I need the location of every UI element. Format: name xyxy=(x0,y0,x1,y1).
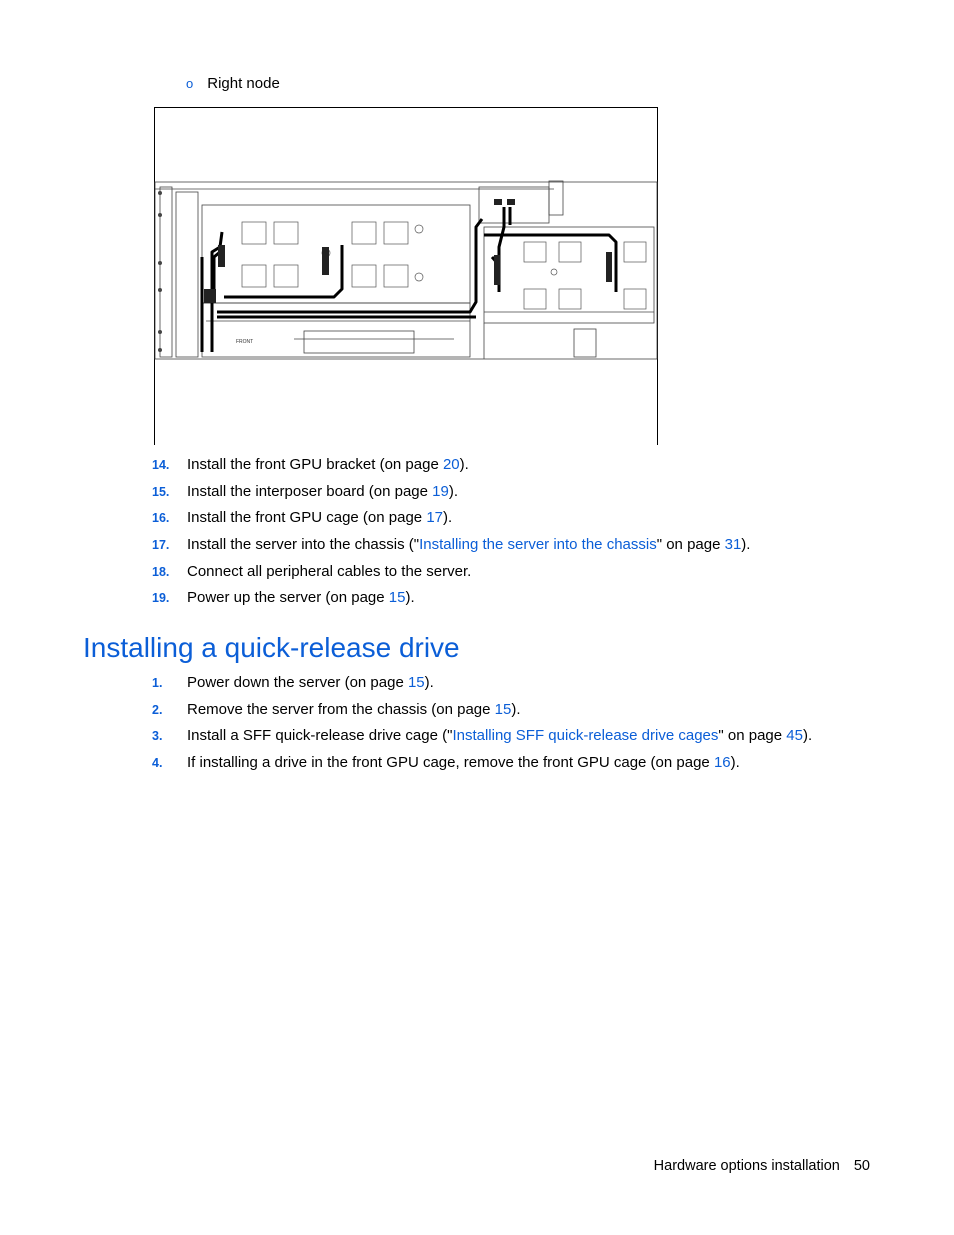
step-text-part: Connect all peripheral cables to the server. xyxy=(187,562,472,580)
step-text xyxy=(187,456,469,474)
step-text xyxy=(187,589,415,607)
step-number: 19. xyxy=(152,591,170,606)
step-number: 14. xyxy=(152,458,170,472)
section-heading: Installing a quick-release drive xyxy=(83,632,460,663)
page-reference-link[interactable]: Installing SFF quick-release drive cages xyxy=(452,727,719,745)
step-text-part: ). xyxy=(802,727,813,745)
step-number: 3. xyxy=(152,729,163,744)
bullet-marker: o xyxy=(186,76,194,91)
step-text-part: ). xyxy=(730,754,740,772)
step-text-part: ). xyxy=(405,589,415,607)
page-reference-link[interactable]: 19 xyxy=(432,482,449,500)
step-text-part: ). xyxy=(448,482,459,500)
step-text-part: ). xyxy=(424,674,434,691)
bullet-item-right-node xyxy=(186,75,280,92)
step-text xyxy=(187,674,434,692)
step-text-part: Install the server into the chassis (" xyxy=(187,536,420,554)
step-text-part: Power up the server (on page xyxy=(187,589,389,607)
step-text xyxy=(187,701,521,719)
step-text-part: Install the front GPU bracket (on page xyxy=(187,456,443,473)
step-text-part: " on page xyxy=(718,727,787,745)
step-number: 2. xyxy=(152,702,163,717)
step-text-part: " on page xyxy=(656,536,725,554)
step-text-part: Install the front GPU cage (on page xyxy=(187,509,427,527)
step-text-part: ). xyxy=(741,536,751,554)
step-number: 17. xyxy=(152,538,170,553)
cable-routing-diagram xyxy=(154,107,658,445)
page-reference-link[interactable]: Installing the server into the chassis xyxy=(419,536,657,554)
bullet-text: Right node xyxy=(207,75,280,92)
step-text-part: ). xyxy=(511,700,521,718)
step-text-part: Power down the server (on page xyxy=(187,674,408,691)
step-number: 18. xyxy=(152,564,170,579)
step-text-part: ). xyxy=(443,509,453,527)
page-reference-link[interactable]: 17 xyxy=(426,509,443,527)
page-reference-link[interactable]: 31 xyxy=(724,536,742,554)
step-text xyxy=(187,563,471,581)
page-reference-link[interactable]: 20 xyxy=(442,456,460,473)
step-text-part: ). xyxy=(459,456,469,473)
front-label: FRONT xyxy=(236,339,254,345)
step-text-part: Install a SFF quick-release drive cage (" xyxy=(187,727,453,745)
step-number: 16. xyxy=(152,511,170,526)
step-text xyxy=(187,727,812,745)
step-text-part: Install the interposer board (on page xyxy=(187,482,433,500)
server-node-illustration xyxy=(154,107,658,445)
step-number: 4. xyxy=(152,756,163,771)
page-reference-link[interactable]: 15 xyxy=(494,700,512,718)
step-text-part: If installing a drive in the front GPU cage, remove the front GPU cage (on page xyxy=(187,754,714,772)
footer-page-number: 50 xyxy=(853,1158,870,1174)
page-footer xyxy=(654,1158,870,1174)
page-reference-link[interactable]: 15 xyxy=(388,589,406,607)
step-text xyxy=(187,483,458,501)
step-number: 1. xyxy=(152,676,163,690)
footer-section-title: Hardware options installation xyxy=(653,1158,840,1174)
page-reference-link[interactable]: 15 xyxy=(407,674,425,691)
page-reference-link[interactable]: 16 xyxy=(713,754,731,772)
step-text-part: Remove the server from the chassis (on page xyxy=(187,700,495,718)
step-text xyxy=(187,536,750,554)
step-text xyxy=(187,509,452,527)
step-text xyxy=(187,754,740,772)
step-number: 15. xyxy=(152,484,170,499)
page-reference-link[interactable]: 45 xyxy=(786,727,803,745)
